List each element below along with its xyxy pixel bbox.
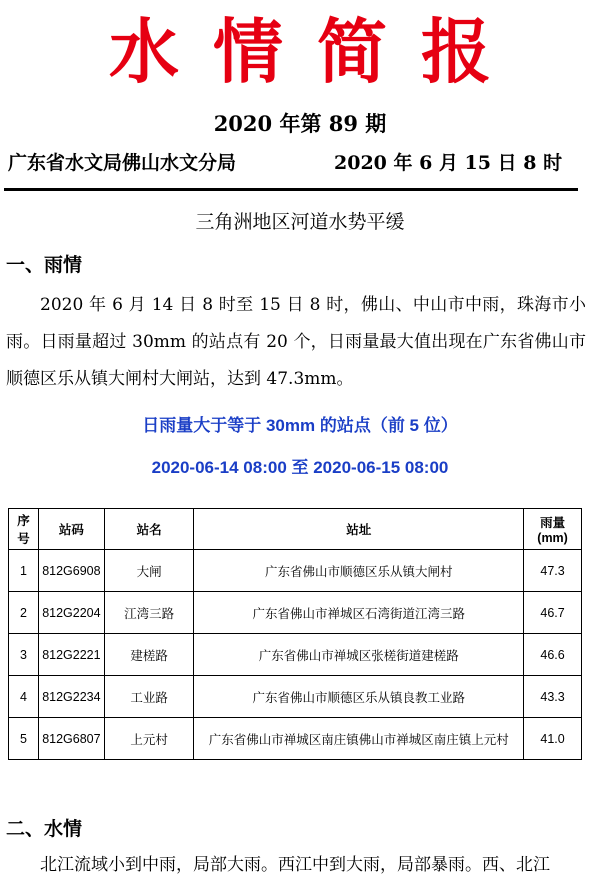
cell-station-name: 江湾三路 [104,592,193,634]
cell-station-address: 广东省佛山市禅城区张槎街道建槎路 [194,634,524,676]
cell-index: 3 [9,634,39,676]
issue-number: 2020 年第 89 期 [213,111,387,136]
section-title-rain: 一、雨情 [6,254,83,276]
cell-station-code: 812G2221 [38,634,104,676]
cell-station-address: 广东省佛山市顺德区乐从镇良教工业路 [194,676,524,718]
table-row [9,550,582,592]
table-row [9,634,582,676]
masthead-title: 水情简报 [109,10,525,93]
cell-station-name: 上元村 [104,718,193,760]
section-title-water: 二、水情 [6,818,83,840]
rain-paragraph: 2020 年 6 月 14 日 8 时至 15 日 8 时，佛山、中山市中雨，珠海市小雨。日雨量超过 30mm 的站点有 20 个，日雨量最大值出现在广东省佛山市顺德区乐从镇大闸村大闸站，达到 47.3mm。 [6,295,586,389]
cell-station-address: 广东省佛山市顺德区乐从镇大闸村 [194,550,524,592]
rainfall-table [8,508,582,760]
cell-station-name: 建槎路 [104,634,193,676]
cell-index: 4 [9,676,39,718]
header-station-address: 站址 [194,509,524,550]
cell-station-name: 大闸 [104,550,193,592]
header-station-code: 站码 [38,509,104,550]
table-title: 日雨量大于等于 30mm 的站点（前 5 位） [142,416,458,435]
header-index: 序号 [9,509,39,550]
table-period: 2020-06-14 08:00 至 2020-06-15 08:00 [151,458,449,477]
cell-station-address: 广东省佛山市禅城区石湾街道江湾三路 [194,592,524,634]
cell-rainfall: 46.7 [524,592,582,634]
header-station-name: 站名 [104,509,193,550]
water-paragraph: 北江流域小到中雨，局部大雨。西江中到大雨，局部暴雨。西、北江 [40,855,550,874]
cell-rainfall: 43.3 [524,676,582,718]
table-row [9,676,582,718]
publisher: 广东省水文局佛山水文分局 [8,152,237,174]
table-row [9,718,582,760]
cell-index: 2 [9,592,39,634]
table-row [9,592,582,634]
header-rainfall: 雨量(mm) [524,509,582,550]
cell-station-address: 广东省佛山市禅城区南庄镇佛山市禅城区南庄镇上元村 [194,718,524,760]
cell-rainfall: 47.3 [524,550,582,592]
table-header-row [9,509,582,550]
headline: 三角洲地区河道水势平缓 [195,211,405,233]
cell-index: 5 [9,718,39,760]
cell-station-name: 工业路 [104,676,193,718]
cell-station-code: 812G6807 [38,718,104,760]
cell-station-code: 812G2204 [38,592,104,634]
cell-index: 1 [9,550,39,592]
publish-date: 2020 年 6 月 15 日 8 时 [334,152,563,174]
header-divider [4,188,578,191]
cell-station-code: 812G6908 [38,550,104,592]
cell-station-code: 812G2234 [38,676,104,718]
cell-rainfall: 46.6 [524,634,582,676]
cell-rainfall: 41.0 [524,718,582,760]
